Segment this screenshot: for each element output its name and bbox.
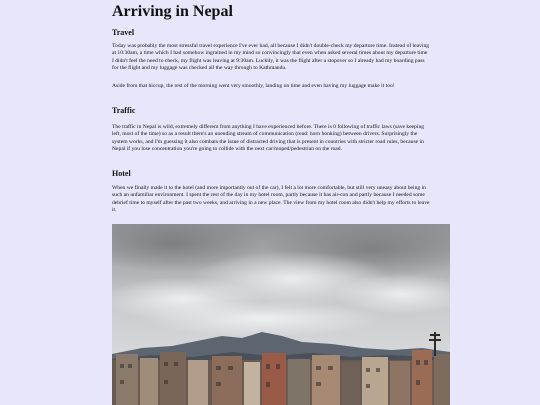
section-heading-traffic: Traffic [112, 106, 136, 115]
traffic-paragraph: The traffic in Nepal is wild, extremely different from anything I have experienced before. There is 0 following of traffic laws (save keeping left, most of the time) so as a result there's an unending stream of communication (read: horn honking) between drivers. Surprisingly the system works, and I'm guessing it also combats the issue of distracted driving that is present in countries with stricter road rules, because in Nepal if you lose concentration you're going to collide with the next car/moped/pedestrian on the road. [112, 124, 425, 152]
page-title: Arriving in Nepal [112, 3, 233, 20]
travel-paragraph-1: Today was probably the most stressful travel experience I've ever had, all because I didn't double-check my departure time. Instead of leaving at 10:30am, a time which I had somehow ingrained in my mind so convincingly that even when asked several times about my departure time I didn't feel the need to check, my flight was leaving at 9:30am. Luckily, it was the flight after a stopover so I already had my boarding pass for the flight and my luggage was checked all the way through to Kathmandu. [112, 43, 430, 71]
section-heading-travel: Travel [112, 28, 135, 37]
hotel-paragraph: When we finally made it to the hotel (and more importantly out of the car), I felt a lot more comfortable, but still very uneasy about being in such an unfamiliar environment. I spent the rest of the day in my hotel room, partly because it has air-con and partly because I needed some debrief time to myself after the past two weeks, and arriving in a new place. The view from my hotel room also didn't help my efforts to leave it. [112, 185, 430, 213]
travel-paragraph-2: Aside from that hiccup, the rest of the morning went very smoothly, landing on time and even having my luggage make it too! [112, 83, 395, 89]
section-heading-hotel: Hotel [112, 169, 131, 178]
hotel-view-photo [112, 224, 450, 405]
